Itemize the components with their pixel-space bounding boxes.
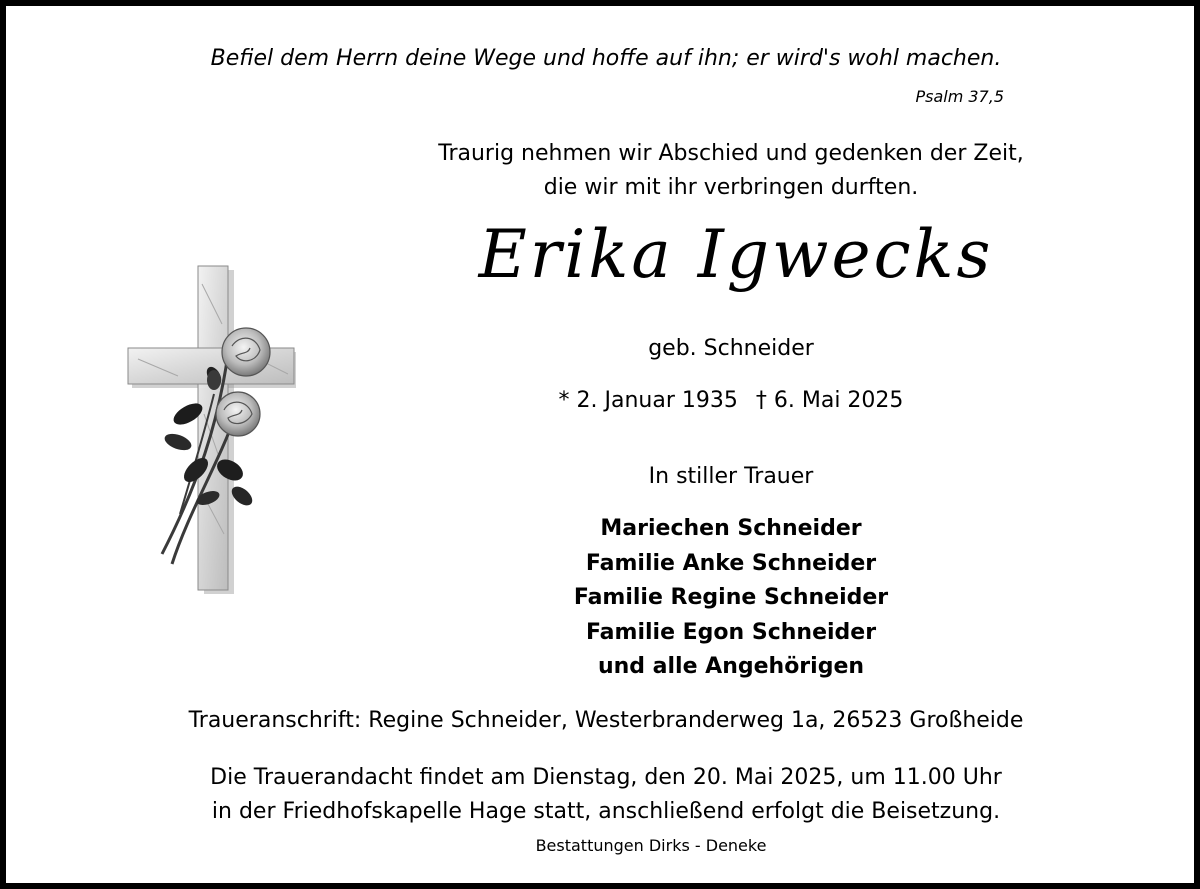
service-info	[6, 761, 1200, 829]
service-line: in der Friedhofskapelle Hage statt, anschließend erfolgt die Beisetzung.	[211, 799, 1001, 824]
cross-with-roses-icon	[118, 264, 304, 594]
maiden-name: geb. Schneider	[648, 336, 814, 361]
death-date: † 6. Mai 2025	[755, 388, 904, 413]
bible-quote: Befiel dem Herrn deine Wege und hoffe auf ihn; er wird's wohl machen.	[210, 46, 1002, 71]
intro-line: die wir mit ihr verbringen durften.	[543, 175, 919, 200]
mourners-list	[486, 512, 976, 685]
mourner-name: Familie Regine Schneider	[573, 585, 889, 610]
mourning-address: Traueranschrift: Regine Schneider, Westerbranderweg 1a, 26523 Großheide	[188, 708, 1024, 733]
mourner-name: Familie Egon Schneider	[585, 619, 877, 645]
mourner-name: Mariechen Schneider	[600, 516, 862, 541]
grief-line: In stiller Trauer	[648, 464, 814, 489]
funeral-home: Bestattungen Dirks - Deneke	[535, 836, 767, 855]
intro-text	[426, 137, 1036, 205]
deceased-name: Erika Igwecks	[478, 216, 994, 293]
birth-date: * 2. Januar 1935	[558, 388, 738, 413]
bible-reference: Psalm 37,5	[915, 87, 1004, 106]
intro-line: Traurig nehmen wir Abschied und gedenken der Zeit,	[438, 141, 1024, 166]
life-dates	[526, 390, 936, 412]
mourner-name: Familie Anke Schneider	[585, 550, 877, 576]
mourner-name: und alle Angehörigen	[597, 654, 865, 679]
service-line: Die Trauerandacht findet am Dienstag, den 20. Mai 2025, um 11.00 Uhr	[210, 765, 1002, 790]
